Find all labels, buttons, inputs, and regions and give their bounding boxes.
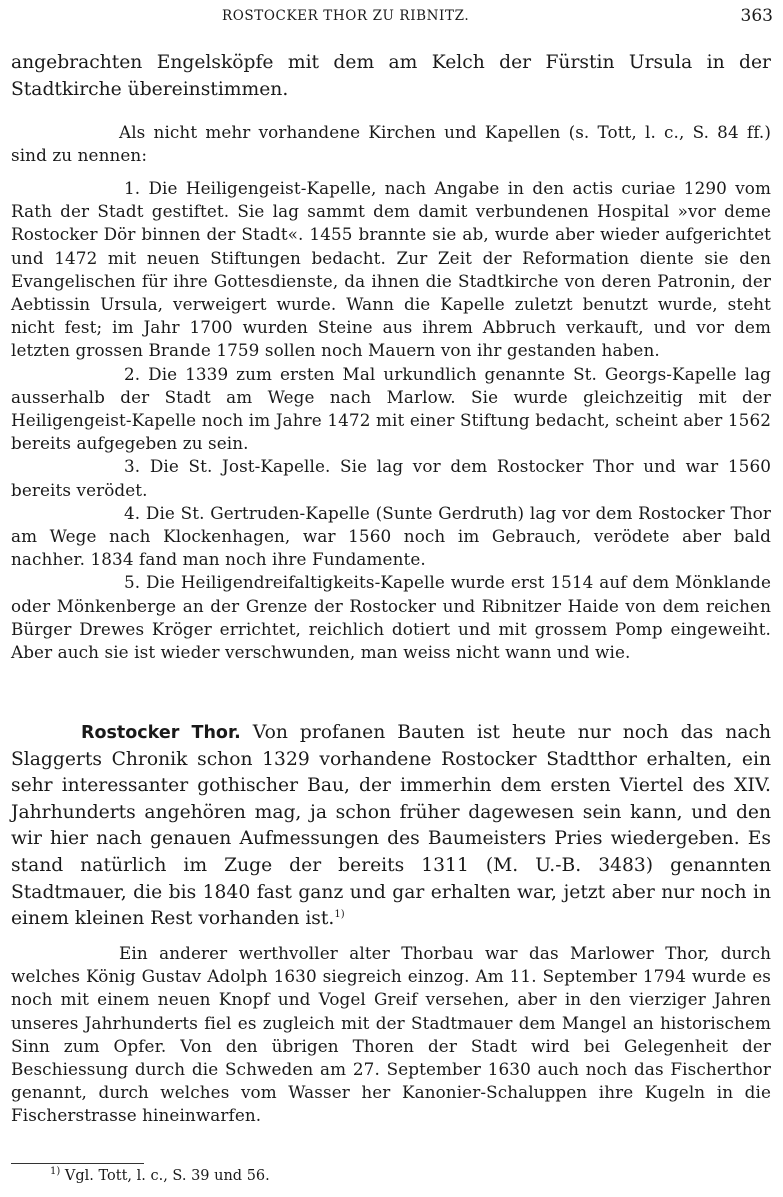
footnote-mark: 1) — [50, 1166, 61, 1178]
footnote-reference: 1) — [334, 908, 345, 920]
continuation-text: angebrachten Engelsköpfe mit dem am Kelch der Fürstin Ursula in der Stadtkirche übereinstimmen. — [11, 52, 771, 100]
page-header — [0, 6, 783, 30]
section-text-block — [11, 720, 771, 933]
running-head: ROSTOCKER THOR ZU RIBNITZ. — [222, 8, 470, 24]
list-item: 1. Die Heiligengeist-Kapelle, nach Angabe in den actis curiae 1290 vom Rath der Stadt gestiftet. Sie lag sammt dem damit verbundenen Hospital »vor deme Rostocker Dör binnen der Stadt«. 1455 brannte sie ab, wurde aber wieder aufgerichtet und 1472 mit neuen Stiftungen bedacht. Zur Zeit der Reformation diente sie den Evangelischen für ihre Gottesdienste, da ihnen die Stadtkirche von deren Patronin, der Aebtissin Ursula, verweigert wurde. Wann die Kapelle zuletzt benutzt wurde, steht nicht fest; im Jahr 1700 wurden Steine aus ihrem Abbruch verkauft, und vor dem letzten grossen Brande 1759 sollen noch Mauern von ihr gestanden haben. — [11, 178, 771, 361]
intro-paragraph — [11, 121, 771, 167]
list-item: 2. Die 1339 zum ersten Mal urkundlich genannte St. Georgs-Kapelle lag ausserhalb der Stadt am Wege nach Marlow. Sie wurde gleichzeitig mit der Heiligengeist-Kapelle noch im Jahre 1472 mit einer Stiftung bedacht, scheint aber 1562 bereits aufgegeben zu sein. — [11, 363, 771, 454]
section-paragraph — [11, 720, 771, 933]
chapel-list — [11, 177, 771, 664]
marlower-text: Ein anderer werthvoller alter Thorbau war das Marlower Thor, durch welches König Gustav Adolph 1630 siegreich einzog. Am 11. September 1794 wurde es noch mit einem neuen Knopf und Vogel Greif versehen, aber in den vierziger Jahren unseres Jahrhunderts fiel es zugleich mit der Stadtmauer dem Mangel an historischem Sinn zum Opfer. Von den übrigen Thoren der Stadt wird bei Gelegenheit der Beschiessung durch die Schweden am 27. September 1630 auch noch das Fischerthor genannt, durch welches vom Wasser her Kanonier-Schaluppen ihre Kugeln in die Fischerstrasse hineinwarfen. — [11, 943, 771, 1126]
section-lead: Rostocker Thor. — [81, 723, 241, 743]
section-text: Von profanen Bauten ist heute nur noch das nach Slaggerts Chronik schon 1329 vorhandene Rostocker Stadtthor erhalten, ein sehr interessanter gothischer Bau, der immerhin dem ersten Viertel des XIV. Jahrhunderts angehören mag, ja schon früher dagewesen sein kann, und den wir hier nach genauen Aufmessungen des Baumeisters Pries wiedergeben. Es stand natürlich im Zuge der bereits 1311 (M. U.-B. 3483) genannten Stadtmauer, die bis 1840 fast ganz und gar erhalten war, jetzt aber nur noch in einem kleinen Rest vorhanden ist. — [11, 722, 771, 930]
footnote — [50, 1168, 270, 1184]
marlower-paragraph — [11, 942, 771, 1128]
intro-text: Als nicht mehr vorhandene Kirchen und Kapellen (s. Tott, l. c., S. 84 ff.) sind zu nennen: — [11, 122, 771, 166]
list-item: 4. Die St. Gertruden-Kapelle (Sunte Gerdruth) lag vor dem Rostocker Thor am Wege nach Klockenhagen, war 1560 noch im Gebrauch, verödete aber bald nachher. 1834 fand man noch ihre Fundamente. — [11, 502, 771, 570]
continuation-paragraph — [11, 50, 771, 103]
footnote-divider — [11, 1163, 144, 1164]
page-number: 363 — [740, 6, 773, 26]
list-item: 3. Die St. Jost-Kapelle. Sie lag vor dem Rostocker Thor und war 1560 bereits verödet. — [11, 456, 771, 500]
list-item: 5. Die Heiligendreifaltigkeits-Kapelle wurde erst 1514 auf dem Mönklande oder Mönkenberge an der Grenze der Rostocker und Ribnitzer Haide von dem reichen Bürger Drewes Kröger errichtet, reichlich dotiert und mit grossem Pomp eingeweiht. Aber auch sie ist wieder verschwunden, man weiss nicht wann und wie. — [11, 572, 771, 663]
footnote-text: Vgl. Tott, l. c., S. 39 und 56. — [64, 1168, 270, 1184]
